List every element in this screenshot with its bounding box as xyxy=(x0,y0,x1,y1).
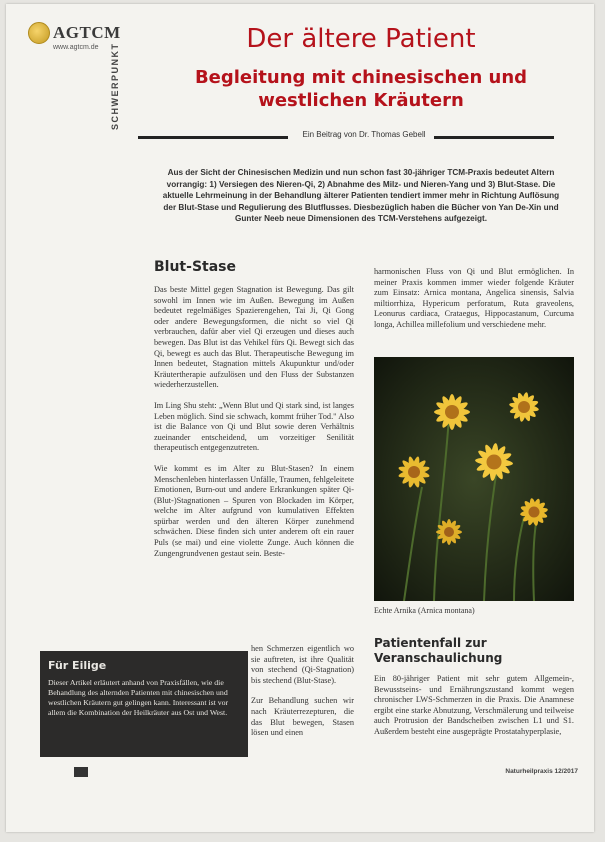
byline: Ein Beitrag von Dr. Thomas Gebell xyxy=(302,130,426,139)
article-subtitle: Begleitung mit chinesischen und westlichen Kräutern xyxy=(194,67,528,111)
summary-box-heading: Für Eilige xyxy=(48,659,107,672)
paragraph: harmonischen Fluss von Qi und Blut ermöglichen. In meiner Praxis kommen immer wieder folgende Kräuter zum Einsatz: Arnica montana, Angelica sinensis, Salvia miltiorrhiza, Hypericum perforatum, Ruta graveolens, Leonurus cardiaca, Crataegus, Hippocastanum, Curcuma longa, Achillea millefolium und verschiedene mehr. xyxy=(374,267,574,329)
section-label: SCHWERPUNKT xyxy=(110,42,120,130)
photo-caption: Echte Arnika (Arnica montana) xyxy=(374,606,475,615)
byline-rule-left xyxy=(138,136,288,139)
summary-box-text: Dieser Artikel erläutert anhand von Praxisfällen, wie die Behandlung des alternden Patienten mit chinesischen und westlichen Kräutern gut gelingen kann. Interessant ist vor allem die Kombination der Heilkräuter aus Ost und West. xyxy=(48,678,229,717)
paragraph: Ein 80-jähriger Patient mit sehr gutem Allgemein-, Bewusstseins- und Ernährungszustand kommt wegen chronischer LWS-Schmerzen in die Praxis. Die Anamnese ergibt eine starke Abnutzung, Verschmälerung und teilweise auch Protrusion der Bandscheiben zwischen L1 und S1. Außerdem besteht eine ausgeprägte Prostatahyperplasie, xyxy=(374,674,574,736)
byline-rule-right xyxy=(434,136,554,139)
left-column xyxy=(154,259,354,569)
arnica-photo xyxy=(374,357,574,601)
arnica-flowers-image xyxy=(374,357,574,601)
heading-blut-stase: Blut-Stase xyxy=(154,259,236,275)
paragraph: Im Ling Shu steht: „Wenn Blut und Qi stark sind, ist langes Leben möglich. Sind sie schwach, kommt früher Tod." Also ist die Balance von Qi und Blut sowie deren Verhältnis zueinander entscheidend, um vorzeitiger Senilität therapeutisch entgegenzutreten. xyxy=(154,400,354,453)
heading-patientenfall: Patientenfall zur Veranschaulichung xyxy=(374,636,503,665)
right-column xyxy=(374,267,574,341)
logo-emblem-icon xyxy=(28,22,50,44)
paragraph: hen Schmerzen eigentlich wo sie auftreten, ist ihre Qualität von stechend (Qi-Stagnation) bis stechend (Blut-Stase). xyxy=(251,644,354,685)
byline-row xyxy=(138,130,554,142)
page-number-marker xyxy=(74,767,88,777)
logo-name: AGTCM xyxy=(53,23,121,42)
intro-text: Aus der Sicht der Chinesischen Medizin und nun schon fast 30-jähriger TCM-Praxis bedeutet Altern vorrangig: 1) Versiegen des Nieren-Qi, 2) Abnahme des Milz- und Nieren-Yang und 3) Blut-Stase. Die aktuelle Lehrmeinung in der Behandlung älterer Patienten tendiert immer mehr in Richtung Auflösung der Blut-Stase und Regulierung des Blutflusses. Diesbezüglich haben die Bücher von Yan De-Xin und Gunter Neeb neue Dimensionen des TCM-Verstehens aufgezeigt. xyxy=(162,168,560,224)
magazine-page xyxy=(6,4,594,832)
logo-url: www.agtcm.de xyxy=(53,44,99,51)
summary-box xyxy=(40,651,248,757)
right-column-lower xyxy=(374,636,574,748)
paragraph: Zur Behandlung suchen wir nach Kräuterrezepturen, die das Blut bewegen, Stasen lösen und einen xyxy=(251,696,354,738)
paragraph: Das beste Mittel gegen Stagnation ist Bewegung. Das gilt sowohl im Innen wie im Außen. Bewegung im Außen bedeutet regelmäßiges Spazierengehen, Tai Ji, Qi Gong oder andere Bewegungsformen, die nicht so viel Qi verbrauchen, dafür aber viel Qi erzeugen und dieses auch bewegen. Das Blut ist das Vehikel fürs Qi. Bewegt sich das Qi, bewegt es auch das Blut. Therapeutische Bewegung im Innen bedeutet, Stagnation mittels Akupunktur und/oder Kräutertherapie aufzulösen und den Fluss der Substanzen wiederherzustellen. xyxy=(154,285,354,390)
left-column-lower xyxy=(251,644,354,749)
journal-footer: Naturheilpraxis 12/2017 xyxy=(505,768,578,775)
paragraph: Wie kommt es im Alter zu Blut-Stasen? In einem Menschenleben hinterlassen Unfälle, Traumen, fehlgeleitete Emotionen, Burn-out und andere Erkrankungen später Qi- (Blut-)Stagnationen – Spuren von Blockaden im Körper, welche im Alter aufgrund von kumulativen Effekten spürbar werden und den älteren Körper zunehmend schwächen. Diese finden sich unter anderem oft ein rauer Puls (se mai) und eine violette Zunge. Auch können die Zungengrundvenen gestaut sein. Beste- xyxy=(154,463,354,558)
article-title: Der ältere Patient xyxy=(246,24,476,54)
